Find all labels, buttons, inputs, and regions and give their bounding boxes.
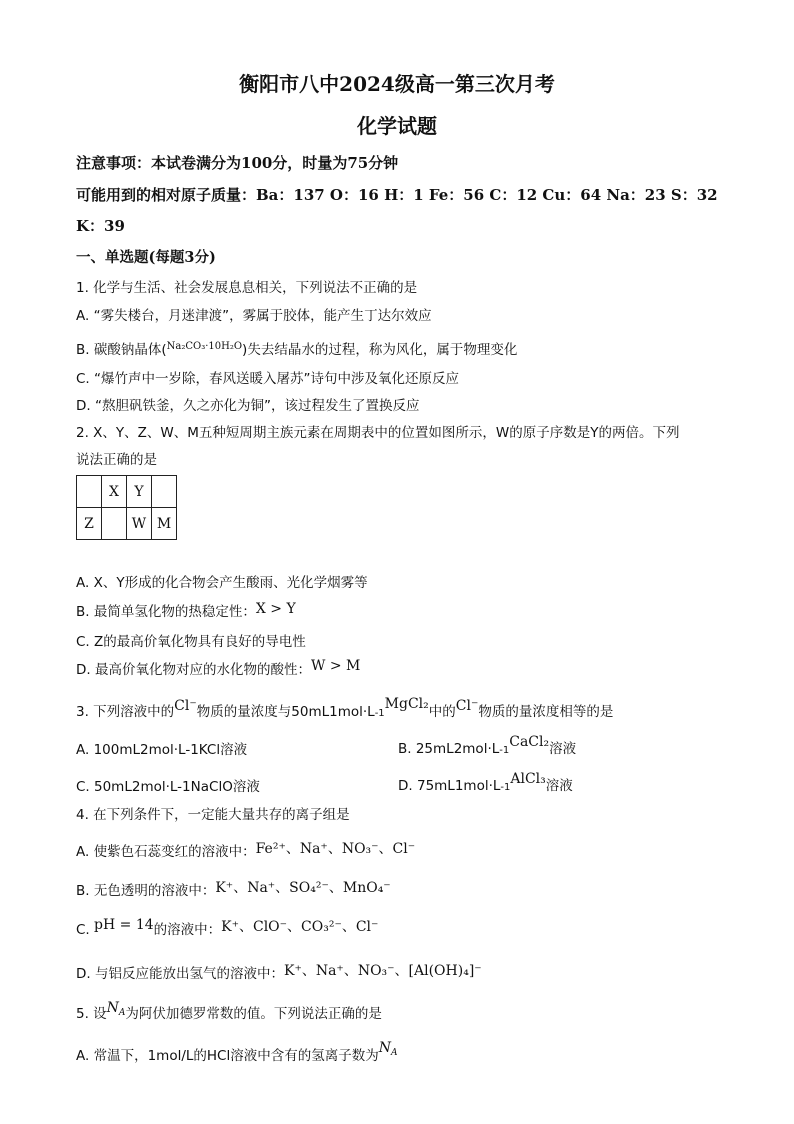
q3-option-c: C. 50mL2mol·L-1NaClO溶液 [76,779,260,795]
q1-option-c: C. “爆竹声中一岁除，春风送暖入屠苏”诗句中涉及氧化还原反应 [76,371,459,387]
table-cell [102,508,127,540]
q5-stem-prefix: 5. 设 [76,1006,107,1022]
exam-title: 衡阳市八中2024级高一第三次月考 [239,72,555,96]
q1-option-b-prefix: B. 碳酸钠晶体( [76,342,167,358]
q3-option-d-prefix: D. 75mL1mol·L [398,778,501,794]
q5-option-a-text: A. 常温下，1mol/L的HCl溶液中含有的氢离子数为 [76,1048,379,1064]
q4-option-c-ions: K⁺、ClO⁻、CO₃²⁻、Cl⁻ [221,919,379,935]
notice-line-2: 可能用到的相对原子质量：Ba：137 O：16 H：1 Fe：56 C：12 Cu：64 Na：23 S：32 [76,186,718,204]
q2-option-d-text: D. 最高价氧化物对应的水化物的酸性： [76,662,311,678]
q5-avogadro-symbol [107,1000,126,1016]
table-cell: W [127,508,152,540]
q2-option-b-text: B. 最简单氢化物的热稳定性： [76,604,256,620]
q5-stem-suffix: 为阿伏加德罗常数的值。下列说法正确的是 [125,1006,382,1022]
q3-chloride-ion: Cl⁻ [174,698,197,714]
q2-stem-line-1: 2. X、Y、Z、W、M五种短周期主族元素在周期表中的位置如图所示，W的原子序数是Y的两倍。下列 [76,425,680,441]
q3-option-d-formula: AlCl₃ [510,771,546,787]
table-cell: M [152,508,177,540]
q4-option-d-text: D. 与铝反应能放出氢气的溶液中： [76,966,284,982]
table-cell [152,476,177,508]
section-heading: 一、单选题(每题3分) [76,249,216,266]
q5-option-a-n: N [378,1040,391,1056]
q3-mgcl2: MgCl₂ [384,696,429,712]
q3-option-d [398,771,573,794]
q3-chloride-ion-2: Cl⁻ [455,698,479,714]
q3-option-b-exponent: -1 [499,745,510,756]
q5-option-a-avogadro [379,1040,398,1056]
q4-option-a-ions: Fe²⁺、Na⁺、NO₃⁻、Cl⁻ [255,841,416,857]
q2-option-b [76,600,296,620]
q4-option-d-ions: K⁺、Na⁺、NO₃⁻、[Al(OH)₄]⁻ [283,963,482,979]
q1-stem: 1. 化学与生活、社会发展息息相关，下列说法不正确的是 [76,280,418,296]
q3-stem-part-c: 中的 [428,704,456,720]
q2-option-d-expr: W > M [310,658,361,674]
q4-option-b-ions: K⁺、Na⁺、SO₄²⁻、MnO₄⁻ [215,880,391,896]
q3-option-b-formula: CaCl₂ [509,734,550,750]
table-cell: Z [77,508,102,540]
notice-line-1: 注意事项：本试卷满分为100分，时量为75分钟 [76,154,399,172]
q3-stem-part-d: 物质的量浓度相等的是 [478,704,614,720]
q2-option-d [76,658,360,678]
q4-option-a [76,838,415,860]
q2-option-c: C. Z的最高价氧化物具有良好的导电性 [76,634,306,650]
q5-avogadro-sub: A [118,1008,126,1018]
q1-option-d: D. “熬胆矾铁釜，久之亦化为铜”，该过程发生了置换反应 [76,398,420,414]
q2-option-a: A. X、Y形成的化合物会产生酸雨、光化学烟雾等 [76,575,368,591]
q5-stem [76,1000,382,1022]
q1-option-b-formula: Na₂CO₃·10H₂O [166,341,243,352]
q3-option-a: A. 100mL2mol·L-1KCl溶液 [76,742,248,758]
q4-option-c-text: 的溶液中： [153,922,222,938]
q2-option-b-expr: X > Y [255,601,296,617]
q4-stem: 4. 在下列条件下，一定能大量共存的离子组是 [76,807,350,823]
q3-stem-part-b: 物质的量浓度与50mL1mol·L [196,704,375,720]
q5-option-a-sub: A [390,1048,398,1058]
q1-option-a: A. “雾失楼台，月迷津渡”，雾属于胶体，能产生丁达尔效应 [76,308,432,324]
q3-stem [76,696,613,720]
table-row [77,476,177,508]
q4-option-c-label: C. [76,922,95,938]
exam-subtitle: 化学试题 [357,114,437,138]
q4-option-b [76,877,391,899]
q4-option-c-ph: pH = 14 [94,917,154,933]
q1-option-b [76,338,517,358]
q3-unit-exponent: -1 [374,708,385,719]
table-cell [77,476,102,508]
q4-option-d [76,960,482,982]
q1-option-b-suffix: )失去结晶水的过程，称为风化，属于物理变化 [242,342,518,358]
table-cell: X [102,476,127,508]
q5-avogadro-n: N [106,1000,119,1016]
periodic-table-fragment [76,475,177,540]
q3-option-d-suffix: 溶液 [545,778,573,794]
q4-option-a-text: A. 使紫色石蕊变红的溶液中： [76,844,256,860]
q5-option-a [76,1040,397,1064]
q3-option-b-prefix: B. 25mL2mol·L [398,741,500,757]
q3-stem-part-a: 3. 下列溶液中的 [76,704,175,720]
notice-line-3: K：39 [76,217,125,235]
q3-option-d-exponent: -1 [500,782,511,793]
q2-stem-line-2: 说法正确的是 [76,452,157,468]
q4-option-c [76,916,378,938]
q3-option-b [398,734,576,757]
table-cell: Y [127,476,152,508]
table-row [77,508,177,540]
q3-option-b-suffix: 溶液 [549,741,577,757]
q4-option-b-text: B. 无色透明的溶液中： [76,883,216,899]
